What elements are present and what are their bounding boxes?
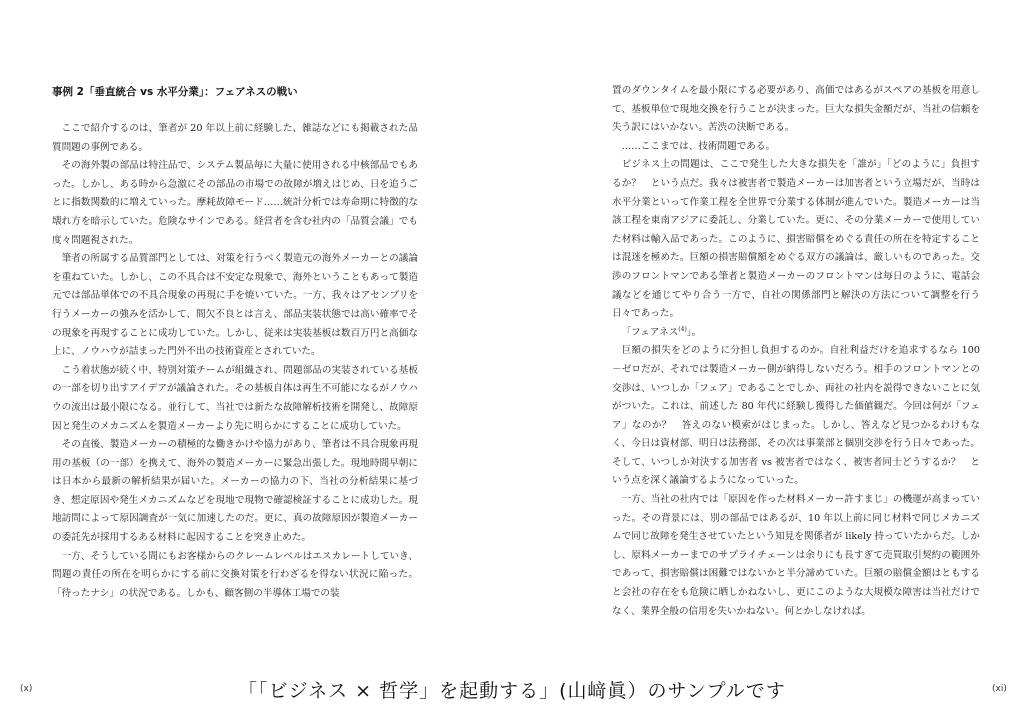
sample-caption: 「「ビジネス × 哲学」を起動する」(山﨑眞）のサンプルです [238, 680, 786, 702]
paragraph: 筆者の所属する品質部門としては、対策を行うべく製造元の海外メーカーとの議論を重ねていた。しかし、この不具合は不安定な現象で、海外ということもあって製造元では部品単体での不具合現象の再現に手を焼いていた。一方、我々はアセンブリを行うメーカーの強みを活かして、間欠不良とは言え、部品実装状態では高い確率でその現象を再現することに成功していた。しかし、従来は実装基板は数百万円と高価な上に、ノウハウが詰まった門外不出の技術資産とされていた。 [52, 253, 418, 358]
paragraph: 巨額の損失をどのように分担し負担するのか。自社利益だけを追求するなら 100 －ゼロだが、それでは製造メーカー側が納得しないだろう。相手のフロントマンとの交渉は、いつしか「フェア」であることでしか、両社の社内を説得できないことに気がついた。これは、前述した 80 年代に経験し獲得した価値観だ。今回は何が「フェア」なのか？ 答えのない模索がはじまった。しかし、答えなど見つかるわけもなく、今日は資材部、明日は法務部、その次は事業部と個別交渉を行う日々であった。そして、いつしか対決する加害者 vs 被害者ではなく、被害者同士どうするか？ という点を深く議論するようになっていった。 [612, 345, 980, 487]
paragraph: ビジネス上の問題は、ここで発生した大きな損失を「誰が」「どのように」負担するか？ という点だ。我々は被害者で製造メーカーは加害者という立場だが、当時は水平分業といって作業工程を全世界で分業する体制が進んでいた。製造メーカーは当該工程を東南アジアに委託し、分業していた。更に、その分業メーカーで使用していた材料は輸入品であった。このように、損害賠償をめぐる責任の所在を特定することは混迷を極めた。巨額の損害賠償額をめぐる双方の議論は、厳しいものであった。交渉のフロントマンである筆者と製造メーカーのフロントマンは毎日のように、電話会議などを通じてやり合う一方で、自社の関係部門と解決の方法について調整を行う日々であった。 [612, 159, 980, 320]
right-page [512, 0, 1024, 726]
right-column-text [612, 82, 980, 621]
fairness-line [612, 324, 980, 343]
paragraph: その海外製の部品は特注品で、システム製品毎に大量に使用される中核部品でもあった。しかし、ある時から急激にその部品の市場での故障が増えはじめ、日を追うごとに指数関数的に増えていった。摩耗故障モード……統計分析では寿命期に特徴的な壊れ方を暗示していた。危険なサインである。経営者を含む社内の「品質会議」でも度々問題視された。 [52, 160, 418, 246]
page-number-right: (xi) [992, 684, 1007, 694]
paragraph: ……ここまでは、技術問題である。 [621, 140, 776, 152]
left-column-text [52, 120, 418, 603]
paragraph: 一方、そうしている間にもお客様からのクレームレベルはエスカレートしていき、問題の責任の所在を明らかにする前に交換対策を行わざるを得ない状況に陥った。「待ったナシ」の状況である。しかも、顧客側の半導体工場での装 [52, 550, 418, 599]
paragraph: こう着状態が続く中、特別対策チームが組織され、問題部品の実装されている基板の一部を切り出すアイデアが議論された。その基板自体は再生不可能になるがノウハウの流出は最小限になる。並行して、当社では新たな故障解析技術を開発し、故障原因と発生のメカニズムを製造メーカーより先に明らかにすることに成功していた。 [52, 364, 418, 432]
fairness-close: 」。 [686, 326, 702, 338]
fairness-term: 「フェアネス [621, 326, 679, 338]
paragraph: その直後、製造メーカーの積極的な働きかけや協力があり、筆者は不具合現象再現用の基板（の一部）を携えて、海外の製造メーカーに緊急出張した。現地時間早朝には日本から最新の解析結果が届いた。メーカーの協力の下、当社の分析結果に基づき、想定原因や発生メカニズムなどを現地で現物で確認検証することに成功した。現地訪問によって原因調査が一気に加速したのだ。更に、真の故障原因が製造メーカーの委託先が採用するある材料に起因することを突き止めた。 [52, 439, 418, 544]
footnote-ref: (4) [678, 325, 687, 333]
section-heading: 事例 2「垂直統合 vs 水平分業」：フェアネスの戦い [52, 86, 298, 98]
page-number-left: (x) [20, 684, 33, 694]
paragraph: 一方、当社の社内では「原因を作った材料メーカー許すまじ」の機運が高まっていった。その背景には、別の部品ではあるが、10 年以上前に同じ材料で同じメカニズムで同じ故障を発生させていたという知見を関係者が likely 持っていたからだ。しかし、原料メーカーまでのサプライチェーンは余りにも長すぎて売買取引契約の範囲外であって、損害賠償は困難ではないかと半分諦めていた。巨額の賠償金額はともすると会社の存在をも危険に晒しかねないし、更にこのような大規模な障害は当社だけでなく、業界全般の信用を失いかねない。何とかしなければ。 [612, 494, 980, 617]
paragraph: ここで紹介するのは、筆者が 20 年以上前に経験した、雑誌などにも掲載された品質問題の事例である。 [52, 123, 418, 153]
paragraph: 置のダウンタイムを最小限にする必要があり、高価ではあるがスペアの基板を用意して、基板単位で現地交換を行うことが決まった。巨大な損失金額だが、当社の信頼を失う訳にはいかない。苦渋の決断である。 [612, 85, 980, 134]
